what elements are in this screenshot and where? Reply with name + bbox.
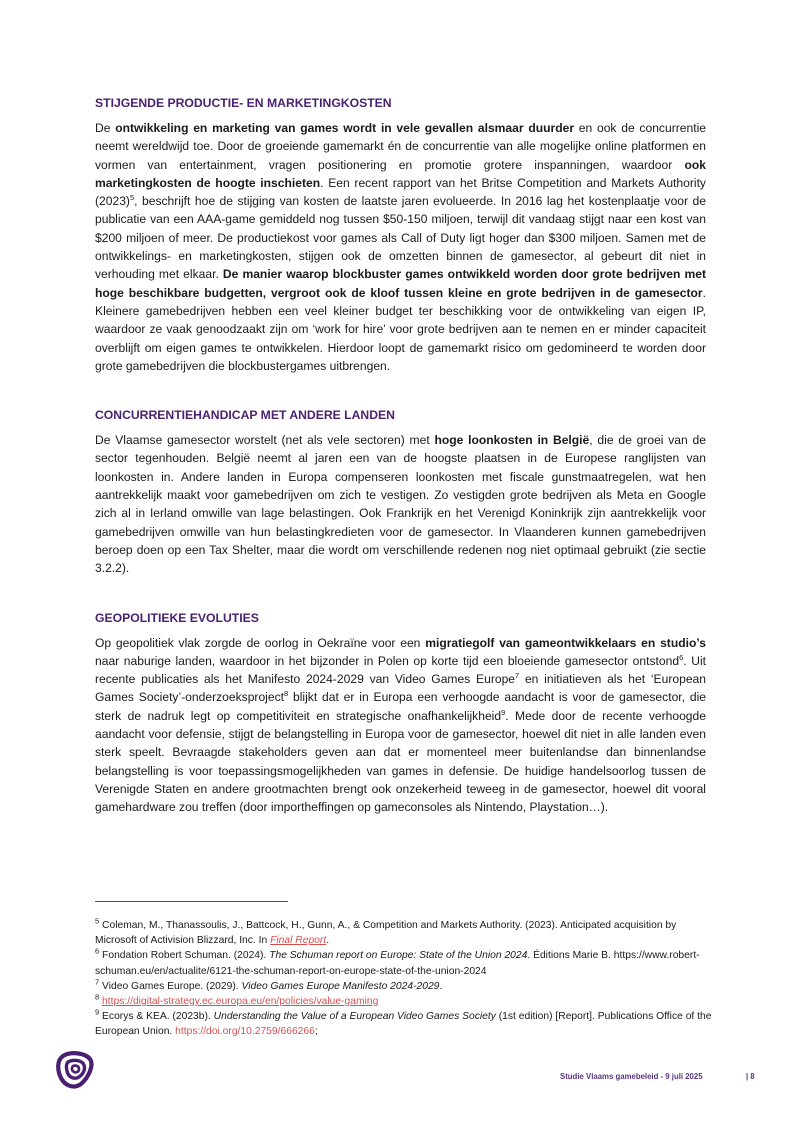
italic-title: Understanding the Value of a European Video Games Society — [213, 1011, 496, 1023]
italic-title: Video Games Europe Manifesto 2024-2029 — [241, 980, 440, 992]
footnote-6: $^6$ Fondation Robert Schuman. (2024). The Schuman report on Europe: State of the Union 2024. Éditions Marie B. https://www.robert-schuman.eu/en/actualite/6121-the-schuman-report-on-europe-state-of-the-union-2024 — [95, 946, 700, 977]
footer-page-number: | 8 — [746, 1072, 755, 1081]
bold-text: ontwikkeling en marketing van games wordt in vele gevallen alsmaar duurder — [115, 121, 575, 135]
footnote-7: $^7$ Video Games Europe. (2029). Video Games Europe Manifesto 2024-2029. — [95, 977, 443, 992]
italic-title: The Schuman report on Europe: State of the Union 2024 — [269, 950, 528, 962]
bold-text: De manier waarop blockbuster games ontwikkeld worden door grote bedrijven met hoge beschikbare budgetten, vergroot ook de kloof tussen kleine en grote bedrijven in de gamesector — [95, 267, 706, 300]
section-heading: STIJGENDE PRODUCTIE- EN MARKETINGKOSTEN — [95, 96, 392, 110]
page-content — [95, 95, 706, 817]
section-heading: CONCURRENTIEHANDICAP MET ANDERE LANDEN — [95, 408, 395, 423]
footnote-number: 6 — [95, 946, 100, 956]
concentric-swirl-logo-icon — [55, 1050, 95, 1090]
footnote-number: 9 — [95, 1007, 100, 1017]
footnote-number: 7 — [95, 977, 100, 987]
footnote-8 — [95, 994, 715, 1009]
section-body: De ontwikkeling en marketing van games wordt in vele gevallen alsmaar duurder en ook de concurrentie neemt wereldwijd toe. Door de groeiende gamemarkt én de concurrentie van alle mogelijke online platformen en vormen van entertainment, vragen positionering en promotie grotere inspanningen, waardoor ook marketingkosten de hoogte inschieten. Een recent rapport van het Britse Competition and Markets Authority $(2023)^5$, beschrijft hoe de stijging van kosten de laatste jaren evolueerde. In 2016 lag het kostenplaatje voor de publicatie van een AAA-game gemiddeld nog tussen $50-150 miljoen, terwijl dit vandaag stijgt naar een kost van $200 miljoen of meer. De productiekost voor games als Call of Duty ligt hoger dan $300 miljoen. Samen met de ontwikkelings- en marketingkosten, stijgen ook de omzetten binnen de gamesector, al gebeurt dit niet in verhouding met elkaar. De manier waarop blockbuster games ontwikkeld worden door grote bedrijven met hoge beschikbare budgetten, vergroot ook de kloof tussen kleine en grote bedrijven in de gamesector. Kleinere gamebedrijven hebben een veel kleiner budget ter beschikking voor de ontwikkeling van eigen IP, waardoor ze vaak genoodzaakt zijn om ‘work for hire’ voor grote bedrijven aan te nemen en er minder capaciteit overblijft om eigen games te ontwikkelen. Hierdoor loopt de gamemarkt risico om gedomineerd te worden door grote gamebedrijven die blockbustergames uitbrengen. — [95, 121, 706, 373]
footnote-ref[interactable]: 5 — [129, 193, 135, 203]
bold-text: migratiegolf van gameontwikkelaars en studio’s — [425, 635, 706, 650]
footer-doc-title: Studie Vlaams gamebeleid - 9 juli 2025 — [560, 1072, 703, 1081]
footnote-separator — [95, 901, 288, 902]
footnote-9: $^9$ Ecorys & KEA. (2023b). Understanding the Value of a European Video Games Society (1st edition) [Report]. Publications Office of the European Union. https://doi.org/10.2759/666266; — [95, 1007, 712, 1038]
footnotes — [95, 918, 715, 1040]
reference-link[interactable]: https://doi.org/10.2759/666266 — [175, 1026, 315, 1038]
section-body: Op geopolitiek vlak zorgde de oorlog in Oekraïne voor een migratiegolf van gameontwikkelaars en studio’s naar naburige landen, waardoor in het bijzonder in Polen op korte tijd een bloeiende gamesector ontstond$^6$. Uit recente publicaties als het Manifesto 2024-2029 van Video Games Europe$^7$ en initiatieven als het ‘European Games Society’-onderzoeksproject$^8$ blijkt dat er in Europa een verhoogde aandacht is voor de gamesector, die sterk de nadruk legt op competitiviteit en strategische onafhankelijkheid$^9$. Mede door de recente verhoogde aandacht voor defensie, stijgt de belangstelling in Europa voor de gamesector, hoewel dit niet in alle landen even sterk speelt. Bevraagde stakeholders geven aan dat er momenteel meer buitenlandse dan binnenlandse belangstelling is voor toepassingsmogelijkheden van games in defensie. De huidige handelsoorlog tussen de Verenigde Staten en andere grootmachten brengt ook onzekerheid teweeg in de gamesector, hoewel dit vooral gamehardware zou treffen (door importheffingen op gameconsoles als Nintendo, Playstation…). — [95, 635, 706, 815]
section-heading: GEOPOLITIEKE EVOLUTIES — [95, 610, 259, 625]
footnote-5: $^5$ Coleman, M., Thanassoulis, J., Battcock, H., Gunn, A., & Competition and Markets Authority. (2023). Anticipated acquisition by Microsoft of Activision Blizzard, Inc. In Final Report. — [95, 916, 677, 947]
section-concurrentiehandicap — [95, 407, 706, 577]
footnote-ref[interactable]: 6 — [679, 652, 684, 662]
reference-link[interactable]: https://digital-strategy.ec.europa.eu/en/policies/value-gaming — [102, 996, 379, 1008]
bold-text: ook marketingkosten de hoogte inschieten — [95, 157, 706, 190]
footnote-ref[interactable]: 8 — [284, 689, 289, 699]
section-productiekosten — [95, 95, 706, 375]
section-geopolitiek — [95, 610, 706, 817]
footnote-ref[interactable]: 7 — [515, 671, 520, 681]
section-body: De Vlaamse gamesector worstelt (net als vele sectoren) met hoge loonkosten in België, die de groei van de sector tegenhouden. België neemt al jaren een van de hoogste plaatsen in de Europese ranglijsten van loonkosten in. Andere landen in Europa compenseren loonkosten met fiscale gunstmaatregelen, wat hen aantrekkelijk maakt voor gamebedrijven om zich te vestigen. Zo vestigden grote bedrijven als Meta en Google zich al in Ierland omwille van lage belastingen. Ook Frankrijk en het Verenigd Koninkrijk zijn aantrekkelijk voor gamebedrijven omwille van hun belastingkredieten voor de gamesector. In Vlaanderen kunnen gamebedrijven beroep doen op een Tax Shelter, maar die wordt om verschillende redenen nog niet optimaal gebruikt (zie sectie 3.2.2). — [95, 433, 706, 576]
reference-link[interactable]: Final Report — [270, 935, 327, 947]
footnote-ref[interactable]: 9 — [501, 707, 506, 717]
footnote-number: 5 — [95, 916, 100, 926]
page-footer — [560, 1072, 755, 1081]
footnote-number: 8 — [95, 992, 100, 1002]
bold-text: hoge loonkosten in België — [434, 433, 590, 448]
